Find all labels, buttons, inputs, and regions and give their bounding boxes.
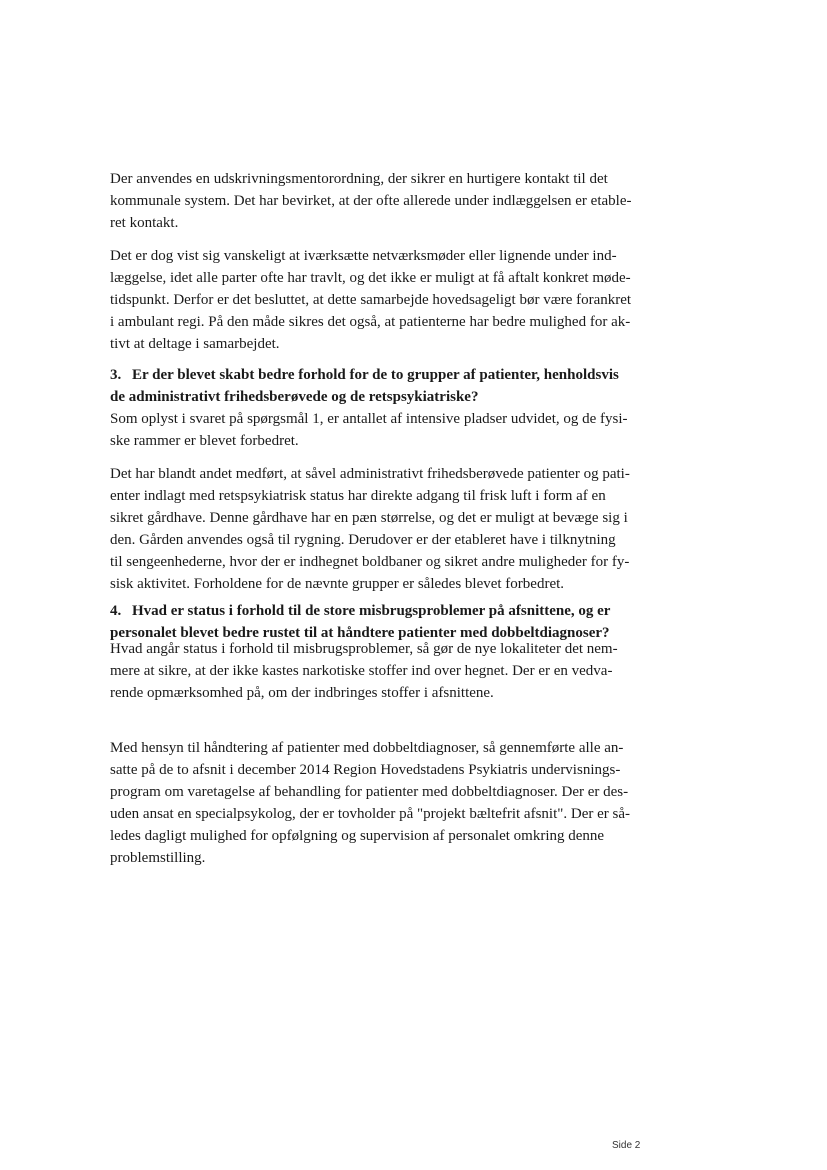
question-3-paragraph (110, 463, 645, 595)
heading-line: de administrativt frihedsberøvede og de retspsykiatriske? (110, 389, 479, 405)
text-line: sikret gårdhave. Denne gårdhave har en pæn størrelse, og det er muligt at bevæge sig i (110, 510, 628, 526)
text-line: problemstilling. (110, 850, 206, 866)
text-line: mere at sikre, at der ikke kastes narkotiske stoffer ind over hegnet. Der er en vedva- (110, 663, 613, 679)
text-line: Der anvendes en udskrivningsmentorordning, der sikrer en hurtigere kontakt til det (110, 171, 608, 187)
text-line: den. Gården anvendes også til rygning. Derudover er der etableret have i tilknytning (110, 532, 616, 548)
question-4-answer (110, 638, 645, 704)
heading-text: Hvad er status i forhold til de store misbrugsproblemer på afsnittene, og er (132, 603, 611, 619)
heading-line (110, 600, 645, 622)
page-number: Side 2 (612, 1140, 641, 1151)
paragraph-network-meetings (110, 245, 645, 355)
text-line: Hvad angår status i forhold til misbrugsproblemer, så gør de nye lokaliteter det nem- (110, 641, 618, 657)
text-line: enter indlagt med retspsykiatrisk status har direkte adgang til frisk luft i form af en (110, 488, 606, 504)
text-line: tivt at deltage i samarbejdet. (110, 336, 280, 352)
text-line: uden ansat en specialpsykolog, der er tovholder på "projekt bæltefrit afsnit". Der er så- (110, 806, 630, 822)
question-number: 3. (110, 367, 122, 383)
text-line: kommunale system. Det har bevirket, at der ofte allerede under indlæggelsen er etable- (110, 193, 632, 209)
paragraph-mentor-scheme (110, 168, 645, 234)
text-line: ret kontakt. (110, 215, 179, 231)
question-number: 4. (110, 603, 122, 619)
text-line: læggelse, idet alle parter ofte har travlt, og det ikke er muligt at få aftalt konkret møde- (110, 270, 631, 286)
text-line: sisk aktivitet. Forholdene for de nævnte grupper er således blevet forbedret. (110, 576, 565, 592)
heading-line (110, 364, 645, 386)
text-line: Det er dog vist sig vanskeligt at iværksætte netværksmøder eller lignende under ind- (110, 248, 617, 264)
text-line: tidspunkt. Derfor er det besluttet, at dette samarbejde hovedsageligt bør være forankret (110, 292, 632, 308)
heading-text: Er der blevet skabt bedre forhold for de to grupper af patienter, henholdsvis (132, 367, 619, 383)
heading-line: personalet blevet bedre rustet til at håndtere patienter med dobbeltdiagnoser? (110, 625, 610, 641)
text-line: Det har blandt andet medført, at såvel administrativt frihedsberøvede patienter og pati- (110, 466, 630, 482)
text-line: Som oplyst i svaret på spørgsmål 1, er antallet af intensive pladser udvidet, og de fysi- (110, 411, 628, 427)
question-3-heading (110, 364, 645, 408)
text-line: til sengeenhederne, hvor der er indhegnet boldbaner og sikret andre muligheder for fy- (110, 554, 630, 570)
text-line: rende opmærksomhed på, om der indbringes stoffer i afsnittene. (110, 685, 494, 701)
text-line: ske rammer er blevet forbedret. (110, 433, 299, 449)
text-line: ledes dagligt mulighed for opfølgning og supervision af personalet omkring denne (110, 828, 605, 844)
text-line: satte på de to afsnit i december 2014 Region Hovedstadens Psykiatris undervisnings- (110, 762, 621, 778)
text-line: program om varetagelse af behandling for patienter med dobbeltdiagnoser. Der er des- (110, 784, 629, 800)
text-line: Med hensyn til håndtering af patienter med dobbeltdiagnoser, så gennemførte alle an- (110, 740, 624, 756)
question-3-answer (110, 408, 645, 452)
text-line: i ambulant regi. På den måde sikres det også, at patienterne har bedre mulighed for ak- (110, 314, 631, 330)
question-4-paragraph (110, 737, 645, 869)
